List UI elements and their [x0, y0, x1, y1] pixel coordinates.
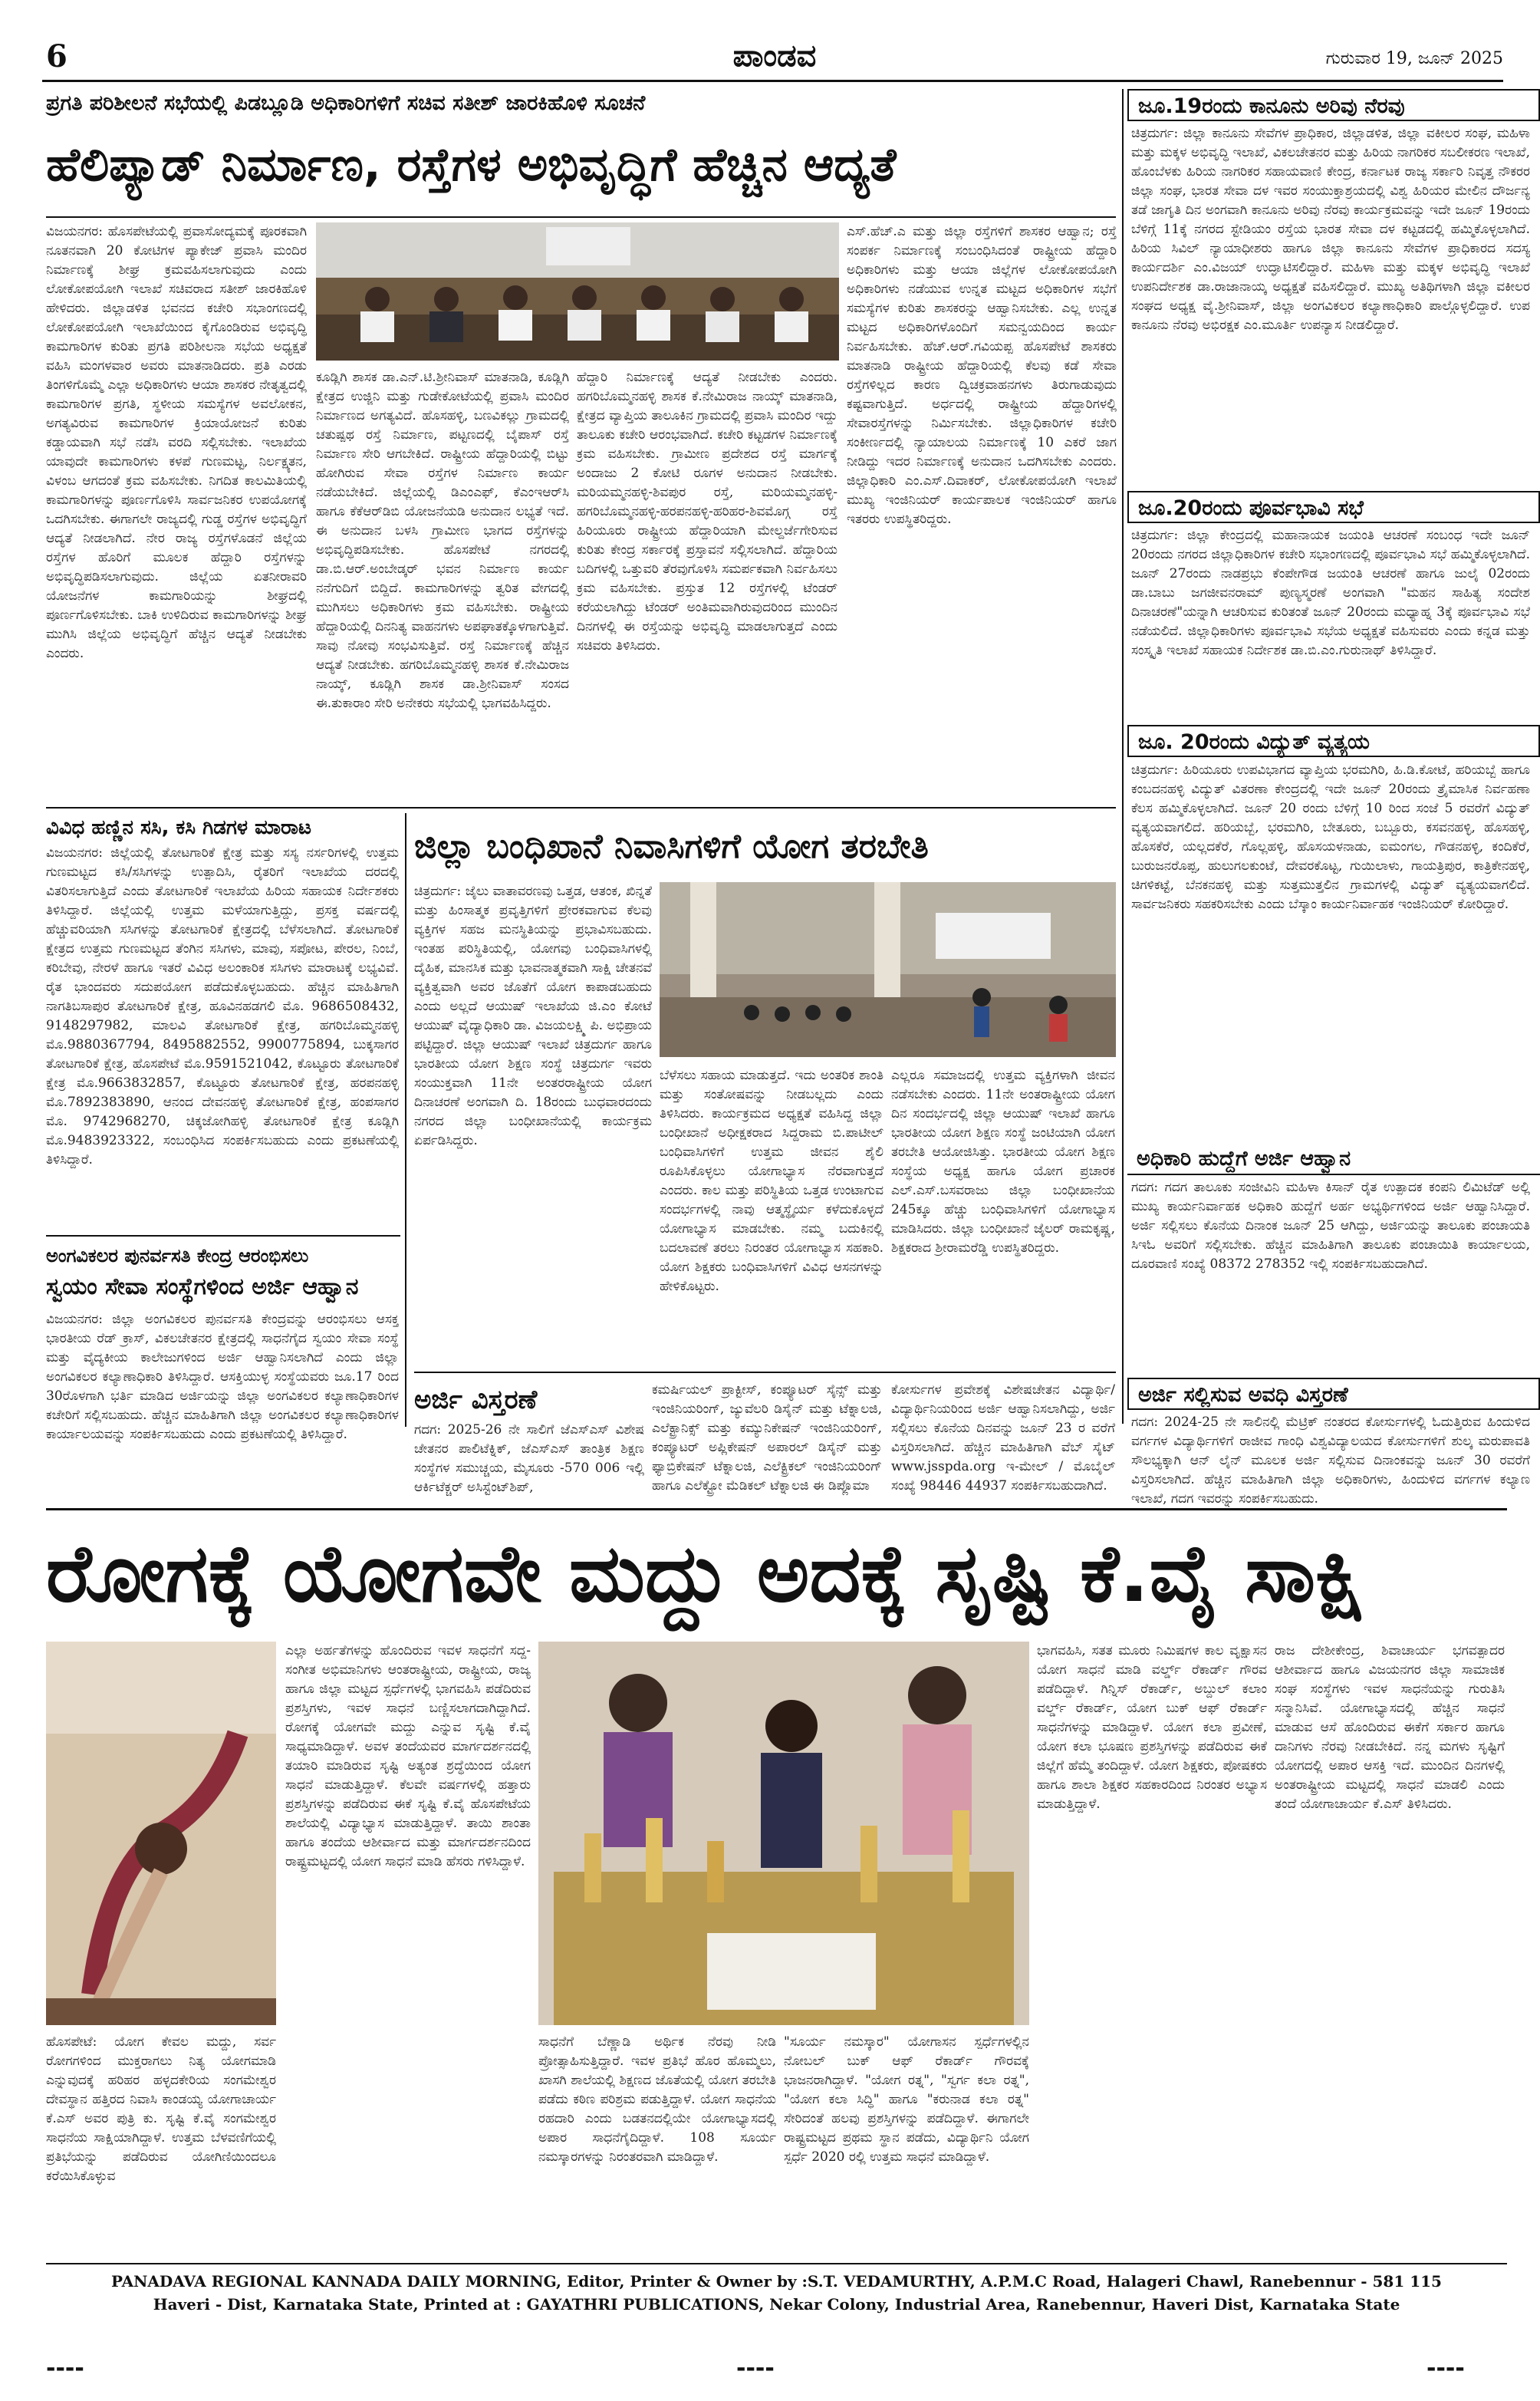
anganwadi-title-line-2: ಸ್ವಯಂ ಸೇವಾ ಸಂಸ್ಥೆಗಳಿಂದ ಅರ್ಜಿ ಆಹ್ವಾನ [46, 1273, 359, 1300]
poorva-meeting-title: ಜೂ.20ರಂದು ಪೂರ್ವಭಾವಿ ಸಭೆ [1127, 491, 1540, 523]
arji-col-1: ಗದಗ: 2025-26 ನೇ ಸಾಲಿಗೆ ಜೆಎಸ್‌ಎಸ್ ವಿಶೇಷ ಚೇತನರ ಪಾಲಿಟೆಕ್ನಿಕ್, ಜೆಎಸ್‌ಎಸ್ ತಾಂತ್ರಿಕ ಶಿಕ್ಷಣ ಸಂಸ್ಥೆಗಳ ಸಮುಚ್ಚಯ, ಮೈಸೂರು -570 006 ಇಲ್ಲಿ ಆರ್ಕಿಟೆಕ್ಚರ್ ಅಸಿಸ್ಟೆಂಟ್‌ಶಿಪ್, [414, 1422, 644, 1495]
footer-mark-center: ---- [736, 2355, 775, 2382]
meeting-photo-drawing [316, 222, 839, 361]
poorva-meeting-body: ಚಿತ್ರದುರ್ಗ: ಜಿಲ್ಲಾ ಕೇಂದ್ರದಲ್ಲಿ ಮಹಾನಾಯಕ ಜಯಂತಿ ಆಚರಣೆ ಸಂಬಂಧ ಇದೇ ಜೂನ್ 20ರಂದು ನಗರದ ಜಿಲ್ಲಾಧಿಕಾರಿಗಳ ಕಚೇರಿ ಸಭಾಂಗಣದಲ್ಲಿ ಪೂರ್ವಭಾವಿ ಸಭೆ ಹಮ್ಮಿಕೊಳ್ಳಲಾಗಿದೆ. ಜೂನ್ 27ರಂದು ನಾಡಪ್ರಭು ಕೆಂಪೇಗೌಡ ಜಯಂತಿ ಆಚರಣೆ ಹಾಗೂ ಜುಲೈ 02ರಂದು ಡಾ.ಬಾಬು ಜಗಜೀವನರಾಮ್ ಪುಣ್ಯಸ್ಮರಣೆ ಅಂಗವಾಗಿ "ಮಹನ ಸಾಹಿತ್ಯ ಸಂದೇಶ ದಿನಾಚರಣೆ"ಯನ್ನಾಗಿ ಆಚರಿಸುವ ಕುರಿತಂತೆ ಜೂನ್ 20ರಂದು ಮಧ್ಯಾಹ್ನ 3ಕ್ಕೆ ಪೂರ್ವಭಾವಿ ಸಭೆ ನಡೆಯಲಿದೆ. ಜಿಲ್ಲಾಧಿಕಾರಿಗಳು ಪೂರ್ವಭಾವಿ ಸಭೆಯ ಅಧ್ಯಕ್ಷತೆ ವಹಿಸುವರು ಎಂದು ಕನ್ನಡ ಮತ್ತು ಸಂಸ್ಕೃತಿ ಇಲಾಖೆ ಸಹಾಯಕ ನಿರ್ದೇಶಕ ಡಾ.ಬಿ.ಎಂ.ಗುರುನಾಥ್ ತಿಳಿಸಿದ್ದಾರೆ. [1131, 528, 1530, 658]
left-stack-divider [405, 813, 406, 1427]
deadline-extension-body: ಗದಗ: 2024-25 ನೇ ಸಾಲಿನಲ್ಲಿ ಮೆಟ್ರಿಕ್ ನಂತರದ ಕೋರ್ಸುಗಳಲ್ಲಿ ಓದುತ್ತಿರುವ ಹಿಂದುಳಿದ ವರ್ಗಗಳ ವಿದ್ಯಾರ್ಥಿಗಳಿಗೆ ರಾಜೀವ ಗಾಂಧಿ ವಿಶ್ವವಿದ್ಯಾಲಯದ ಕೋರ್ಸುಗಳಿಗೆ ಶುಲ್ಕ ಮರುಪಾವತಿ ಸೌಲಭ್ಯಕ್ಕಾಗಿ ಆನ್ ಲೈನ್ ಮೂಲಕ ಅರ್ಜಿ ಸಲ್ಲಿಸುವ ದಿನಾಂಕವನ್ನು ಜೂನ್ 30 ರವರೆಗೆ ವಿಸ್ತರಿಸಲಾಗಿದೆ. ಹೆಚ್ಚಿನ ಮಾಹಿತಿಗಾಗಿ ಜಿಲ್ಲಾ ಅಧಿಕಾರಿಗಳು, ಹಿಂದುಳಿದ ವರ್ಗಗಳ ಕಲ್ಯಾಣ ಇಲಾಖೆ, ಗದಗ ಇವರನ್ನು ಸಂಪರ್ಕಿಸಬಹುದು. [1131, 1415, 1530, 1507]
meeting-photo [316, 222, 839, 361]
lead-top-rule [46, 216, 1116, 218]
lead-headline: ಹೆಲಿಪ್ಯಾಡ್ ನಿರ್ಮಾಣ, ರಸ್ತೆಗಳ ಅಭಿವೃದ್ಧಿಗೆ ಹೆಚ್ಚಿನ ಆದ್ಯತೆ [46, 138, 897, 192]
footer-rule [46, 2263, 1507, 2264]
anganwadi-title-line-1: ಅಂಗವಿಕಲರ ಪುನರ್ವಸತಿ ಕೇಂದ್ರ ಆರಂಭಿಸಲು [46, 1245, 309, 1266]
lead-col-1: ವಿಜಯನಗರ: ಹೊಸಪೇಟೆಯಲ್ಲಿ ಪ್ರವಾಸೋದ್ಯಮಕ್ಕೆ ಪೂರಕವಾಗಿ ನೂತನವಾಗಿ 20 ಕೋಟಿಗಳ ಪ್ಯಾಕೇಜ್ ಪ್ರವಾಸಿ ಮಂದಿರ ನಿರ್ಮಾಣಕ್ಕೆ ಶೀಘ್ರ ಕ್ರಮವಹಿಸಲಾಗುವುದು ಎಂದು ಲೋಕೋಪಯೋಗಿ ಇಲಾಖೆ ಸಚಿವರಾದ ಸತೀಶ್ ಜಾರಕಿಹೊಳಿ ಹೇಳಿದರು. ಜಿಲ್ಲಾಡಳಿತ ಭವನದ ಕಚೇರಿ ಸಭಾಂಗಣದಲ್ಲಿ ಲೋಕೋಪಯೋಗಿ ಇಲಾಖೆಯಿಂದ ಕೈಗೊಂಡಿರುವ ಅಭಿವೃದ್ಧಿ ಕಾಮಗಾರಿಗಳ ಕುರಿತು ಪ್ರಗತಿ ಪರಿಶೀಲನಾ ಸಭೆಯ ಅಧ್ಯಕ್ಷತೆ ವಹಿಸಿ ಮಂಗಳವಾರ ಅವರು ಮಾತನಾಡಿದರು. ಪ್ರತಿ ಎರಡು ತಿಂಗಳಿಗೊಮ್ಮೆ ಎಲ್ಲಾ ಅಧಿಕಾರಿಗಳು ಆಯಾ ಶಾಸಕರ ನೇತೃತ್ವದಲ್ಲಿ ಕಾಮಗಾರಿಗಳ ಪ್ರಗತಿ, ಸ್ಥಳೀಯ ಸಮಸ್ಯೆಗಳ ಅವಲೋಕನ, ಅಗತ್ಯವಿರುವ ಕಾಮಗಾರಿಗಳ ಕ್ರಿಯಾಯೋಜನೆ ಕುರಿತು ಕಡ್ಡಾಯವಾಗಿ ಸಭೆ ನಡೆಸಿ ವರದಿ ಸಲ್ಲಿಸಬೇಕು. ಇಲಾಖೆಯ ಯಾವುದೇ ಕಾಮಗಾರಿಗಳು ಕಳಪೆ ಗುಣಮಟ್ಟ, ನಿರ್ಲಕ್ಷ್ಯತನ, ವಿಳಂಬ ಆಗದಂತೆ ಕ್ರಮ ವಹಿಸಬೇಕು. ನಿಗದಿತ ಕಾಲಮಿತಿಯಲ್ಲಿ ಕಾಮಗಾರಿಗಳನ್ನು ಪೂರ್ಣಗೊಳಿಸಿ ಸಾರ್ವಜನಿಕರ ಉಪಯೋಗಕ್ಕೆ ಒದಗಿಸಬೇಕು. ಈಗಾಗಲೇ ರಾಜ್ಯದಲ್ಲಿ ಗುಡ್ಡ ರಸ್ತೆಗಳ ಅಭಿವೃದ್ಧಿಗೆ ಆದ್ಯತೆ ನೀಡಲಾಗಿದೆ. ನೇರ ರಾಜ್ಯ ರಸ್ತೆಗಳೊಡನೆ ಜಿಲ್ಲೆಯ ರಸ್ತೆಗಳ ಹೊರಿಗೆ ಮೂಲಕ ಹೆದ್ದಾರಿ ರಸ್ತೆಗಳನ್ನು ಅಭಿವೃದ್ಧಿಪಡಿಸಲಾಗುವುದು. ಜಿಲ್ಲೆಯ ಏತನೀರಾವರಿ ಯೋಜನೆಗಳ ಕಾಮಗಾರಿಯನ್ನು ಶೀಘ್ರದಲ್ಲಿ ಪೂರ್ಣಗೊಳಿಸಬೇಕು. ಬಾಕಿ ಉಳಿದಿರುವ ಕಾಮಗಾರಿಗಳನ್ನು ಶೀಘ್ರ ಮುಗಿಸಿ ಜಿಲ್ಲೆಯ ಅಭಿವೃದ್ಧಿಗೆ ಹೆಚ್ಚಿನ ಆದ್ಯತೆ ನೀಡಬೇಕು ಎಂದರು. [46, 224, 307, 661]
lead-col-2: ಕೂಡ್ಲಿಗಿ ಶಾಸಕ ಡಾ.ಎನ್.ಟಿ.ಶ್ರೀನಿವಾಸ್ ಮಾತನಾಡಿ, ಕೂಡ್ಲಿಗಿ ಕ್ಷೇತ್ರದ ಉಜ್ಜಿನಿ ಮತ್ತು ಗುಡೇಕೋಟೆಯಲ್ಲಿ ಪ್ರವಾಸಿ ಮಂದಿರ ನಿರ್ಮಾಣದ ಅಗತ್ಯವಿದೆ. ಹೊಸಹಳ್ಳಿ, ಬಣವಿಕಲ್ಲು ಗ್ರಾಮದಲ್ಲಿ ಚತುಷ್ಪಥ ರಸ್ತೆ ನಿರ್ಮಾಣ, ಪಟ್ಟಣದಲ್ಲಿ ಬೈಪಾಸ್ ರಸ್ತೆ ನಿರ್ಮಾಣ ಸೇರಿ ಆಗಬೇಕಿದೆ. ರಾಷ್ಟ್ರೀಯ ಹೆದ್ದಾರಿಯಲ್ಲಿ ಬಿಟ್ಟು ಹೋಗಿರುವ ಸೇವಾ ರಸ್ತೆಗಳ ನಿರ್ಮಾಣ ಕಾರ್ಯ ನಡೆಯಬೇಕಿದೆ. ಜಿಲ್ಲೆಯಲ್ಲಿ ಡಿಎಂಎಫ್, ಕೆಎಂಇಆರ್‌ಸಿ ಹಾಗೂ ಕೆಕೆಆರ್‌ಡಿಬಿ ಯೋಜನೆಯಡಿ ಅನುದಾನ ಲಭ್ಯತೆ ಇದೆ. ಈ ಅನುದಾನ ಬಳಸಿ ಗ್ರಾಮೀಣ ಭಾಗದ ರಸ್ತೆಗಳನ್ನು ಅಭಿವೃದ್ಧಿಪಡಿಸಬೇಕು. ಹೊಸಪೇಟೆ ನಗರದಲ್ಲಿ ಡಾ.ಬಿ.ಆರ್.ಅಂಬೇಡ್ಕರ್ ಭವನ ನಿರ್ಮಾಣ ಕಾರ್ಯ ನನೆಗುದಿಗೆ ಬಿದ್ದಿದೆ. ಕಾಮಗಾರಿಗಳನ್ನು ತ್ವರಿತ ವೇಗದಲ್ಲಿ ಮುಗಿಸಲು ಅಧಿಕಾರಿಗಳು ಕ್ರಮ ವಹಿಸಬೇಕು. ರಾಷ್ಟ್ರೀಯ ಹೆದ್ದಾರಿಯಲ್ಲಿ ದಿನನಿತ್ಯ ವಾಹನಗಳು ಅಪಘಾತಕ್ಕೊಳಗಾಗುತ್ತಿವೆ. ಸಾವು ನೋವು ಸಂಭವಿಸುತ್ತಿವೆ. ರಸ್ತೆ ನಿರ್ಮಾಣಕ್ಕೆ ಹೆಚ್ಚಿನ ಆದ್ಯತೆ ನೀಡಬೇಕು. ಹಗರಿಬೊಮ್ಮನಹಳ್ಳಿ ಶಾಸಕ ಕೆ.ನೇಮಿರಾಜ ನಾಯ್ಕ್, ಕೂಡ್ಲಿಗಿ ಶಾಸಕ ಡಾ.ಶ್ರೀನಿವಾಸ್ ಸಂಸದ ಈ.ತುಕಾರಾಂ ಸೇರಿ ಅನೇಕರು ಸಭೆಯಲ್ಲಿ ಭಾಗವಹಿಸಿದ್ದರು. [316, 370, 569, 711]
lead-bottom-rule [46, 807, 1116, 809]
anganwadi-body: ವಿಜಯನಗರ: ಜಿಲ್ಲಾ ಅಂಗವಿಕಲರ ಪುನರ್ವಸತಿ ಕೇಂದ್ರವನ್ನು ಆರಂಭಿಸಲು ಆಸಕ್ತ ಭಾರತೀಯ ರೆಡ್ ಕ್ರಾಸ್, ವಿಕಲಚೇತನರ ಕ್ಷೇತ್ರದಲ್ಲಿ ಸಾಧನೆಗೈದ ಸ್ವಯಂ ಸೇವಾ ಸಂಸ್ಥೆ ಮತ್ತು ವೈದ್ಯಕೀಯ ಕಾಲೇಜುಗಳಿಂದ ಅರ್ಜಿ ಆಹ್ವಾನಿಸಲಾಗಿದೆ ಎಂದು ಜಿಲ್ಲಾ ಅಂಗವಿಕಲರ ಕಲ್ಯಾಣಾಧಿಕಾರಿ ತಿಳಿಸಿದ್ದಾರೆ. ಆಸಕ್ತಿಯುಳ್ಳ ಸಂಸ್ಥೆಯವರು ಜೂ.17 ರಿಂದ 30ರೊಳಗಾಗಿ ಭರ್ತಿ ಮಾಡಿದ ಅರ್ಜಿಯನ್ನು ಜಿಲ್ಲಾ ಅಂಗವಿಕಲರ ಕಲ್ಯಾಣಾಧಿಕಾರಿಗಳ ಕಚೇರಿಗೆ ಸಲ್ಲಿಸಬಹುದು. ಹೆಚ್ಚಿನ ಮಾಹಿತಿಗಾಗಿ ಜಿಲ್ಲಾ ಅಂಗವಿಕಲರ ಕಲ್ಯಾಣಾಧಿಕಾರಿಗಳ ಕಾರ್ಯಾಲಯವನ್ನು ಸಂಪರ್ಕಿಸಬಹುದು ಎಂದು ಪ್ರಕಟಣೆಯಲ್ಲಿ ತಿಳಿಸಿದ್ದಾರೆ. [46, 1312, 399, 1442]
paper-logo: ಪಾಂಡವ [732, 38, 817, 74]
arji-col-3: ಕೋರ್ಸುಗಳ ಪ್ರವೇಶಕ್ಕೆ ವಿಶೇಷಚೇತನ ವಿದ್ಯಾರ್ಥಿ/ ವಿದ್ಯಾರ್ಥಿನಿಯರಿಂದ ಅರ್ಜಿ ಆಹ್ವಾನಿಸಲಾಗಿದ್ದು, ಅರ್ಜಿ ಸಲ್ಲಿಸಲು ಕೊನೆಯ ದಿನವನ್ನು ಜೂನ್ 23 ರ ವರೆಗೆ ವಿಸ್ತರಿಸಲಾಗಿದೆ. ಹೆಚ್ಚಿನ ಮಾಹಿತಿಗಾಗಿ ವೆಬ್ ಸೈಟ್ www.jsspda.org ಇ-ಮೇಲ್ / ಮೊಬೈಲ್ ಸಂಖ್ಯೆ 98446 44937 ಸಂಪರ್ಕಿಸಬಹುದಾಗಿದೆ. [891, 1382, 1115, 1494]
jail-yoga-photo-drawing [660, 882, 1116, 1057]
power-cut-body: ಚಿತ್ರದುರ್ಗ: ಹಿರಿಯೂರು ಉಪವಿಭಾಗದ ವ್ಯಾಪ್ತಿಯ ಭರಮಗಿರಿ, ಹಿ.ಡಿ.ಕೋಟೆ, ಹರಿಯಬ್ಬೆ ಹಾಗೂ ಕಂಬದನಹಳ್ಳಿ ವಿದ್ಯುತ್ ವಿತರಣಾ ಕೇಂದ್ರದಲ್ಲಿ ಇದೇ ಜೂನ್ 20ರಂದು ತ್ರೈಮಾಸಿಕ ನಿರ್ವಹಣಾ ಕೆಲಸ ಹಮ್ಮಿಕೊಳ್ಳಲಾಗಿದೆ. ಜೂನ್ 20 ರಂದು ಬೆಳಿಗ್ಗೆ 10 ರಿಂದ ಸಂಜೆ 5 ರವರೆಗೆ ವಿದ್ಯುತ್ ವ್ಯತ್ಯಯವಾಗಲಿದೆ. ಹರಿಯಬ್ಬೆ, ಭರಮಗಿರಿ, ಬೇತೂರು, ಬಬ್ಬೂರು, ಕಸವನಹಳ್ಳಿ, ಹೊಸಹಳ್ಳಿ, ಹೊಸಕೆರೆ, ಯಲ್ಲದಕೆರೆ, ಗೊಲ್ಲಹಳ್ಳಿ, ಹೊಸಯಳನಾಡು, ಐಮಂಗಲ, ಗೌಡನಹಳ್ಳಿ, ಕಂದಿಕೆರೆ, ಬುರುಜನರೊಪ್ಪ, ಹುಲುಗಲಕುಂಟೆ, ದೇವರಕೊಟ್ಟ, ಗುಯಿಲಾಳು, ಗಾಯತ್ರಿಪುರ, ಕಾತ್ರಿಕೇನಹಳ್ಳಿ, ಚಿಗಳಿಕಟ್ಟೆ, ಬೆನಕನಹಳ್ಳಿ ಮತ್ತು ಸುತ್ತಮುತ್ತಲಿನ ಗ್ರಾಮಗಳಲ್ಲಿ ವಿದ್ಯುತ್ ವ್ಯತ್ಯಯವಾಗಲಿದೆ. ಸಾರ್ವಜನಿಕರು ಸಹಕರಿಸಬೇಕು ಎಂದು ಬೆಸ್ಕಾಂ ಕಾರ್ಯನಿರ್ವಾಹಕ ಇಂಜಿನಿಯರ್ ಕೋರಿದ್ದಾರೆ. [1131, 762, 1530, 912]
fruit-story-rule [46, 1235, 400, 1237]
page-number: 6 [46, 38, 67, 74]
fruit-story-body: ವಿಜಯನಗರ: ಜಿಲ್ಲೆಯಲ್ಲಿ ತೋಟಗಾರಿಕೆ ಕ್ಷೇತ್ರ ಮತ್ತು ಸಸ್ಯ ನರ್ಸರಿಗಳಲ್ಲಿ ಉತ್ತಮ ಗುಣಮಟ್ಟದ ಕಸಿ/ಸಸಿಗಳನ್ನು ಉತ್ಪಾದಿಸಿ, ರೈತರಿಗೆ ಇಲಾಖೆಯ ದರದಲ್ಲಿ ವಿತರಿಸಲಾಗುತ್ತಿದೆ ಎಂದು ತೋಟಗಾರಿಕೆ ಇಲಾಖೆಯ ಹಿರಿಯ ಸಹಾಯಕ ನಿರ್ದೇಶಕರು ತಿಳಿಸಿದ್ದಾರೆ. ಜಿಲ್ಲೆಯಲ್ಲಿ ಉತ್ತಮ ಮಳೆಯಾಗುತ್ತಿದ್ದು, ಪ್ರಸಕ್ತ ವರ್ಷದಲ್ಲಿ ಹೆಚ್ಚುವರಿಯಾಗಿ ಸಸಿಗಳನ್ನು ತೋಟಗಾರಿಕೆ ಕ್ಷೇತ್ರದಲ್ಲಿ ಬೆಳೆಸಲಾಗಿದೆ. ತೋಟಗಾರಿಕೆ ಕ್ಷೇತ್ರದ ಉತ್ತಮ ಗುಣಮಟ್ಟದ ತೆಂಗಿನ ಸಸಿಗಳು, ಮಾವು, ಸಪೋಟ, ಪೇರಲ, ನಿಂಬೆ, ಕರಿಬೇವು, ನೇರಳೆ ಹಾಗೂ ಇತರೆ ವಿವಿಧ ಅಲಂಕಾರಿಕ ಸಸಿಗಳು ಮಾರಾಟಕ್ಕೆ ಲಭ್ಯವಿವೆ. ರೈತ ಭಾಂದವರು ಸದುಪಯೋಗ ಪಡೆದುಕೊಳ್ಳಬಹುದು. ಹೆಚ್ಚಿನ ಮಾಹಿತಿಗಾಗಿ ನಾಗತಿಬಸಾಪುರ ತೋಟಗಾರಿಕೆ ಕ್ಷೇತ್ರ, ಹೂವಿನಹಡಗಲಿ ಮೊ. 9686508432, 9148297982, ಮಾಲವಿ ತೋಟಗಾರಿಕೆ ಕ್ಷೇತ್ರ, ಹಗರಿಬೊಮ್ಮನಹಳ್ಳಿ ಮೊ.9880367794, 8495882552, 9900775894, ಬುಕ್ಕಸಾಗರ ತೋಟಗಾರಿಕೆ ಕ್ಷೇತ್ರ, ಹೊಸಪೇಟೆ ಮೊ.9591521042, ಕೊಟ್ಟೂರು ತೋಟಗಾರಿಕೆ ಕ್ಷೇತ್ರ ಮೊ.9663832857, ಕೊಟ್ಟೂರು ತೋಟಗಾರಿಕೆ ಕ್ಷೇತ್ರ, ಹರಪನಹಳ್ಳಿ ಮೊ.7892383890, ಆನಂದ ದೇವನಹಳ್ಳಿ ತೋಟಗಾರಿಕೆ ಕ್ಷೇತ್ರ, ಹಂಪಸಾಗರ ಮೊ. 9742968270, ಚಿಕ್ಕಜೋಗಿಹಳ್ಳಿ ತೋಟಗಾರಿಕೆ ಕ್ಷೇತ್ರ ಕೂಡ್ಲಿಗಿ ಮೊ.9483923322, ಸಂಬಂಧಿಸಿದ ಸಂಪರ್ಕಿಸಬಹುದು ಎಂದು ಪ್ರಕಟಣೆಯಲ್ಲಿ ತಿಳಿಸಿದ್ದಾರೆ. [46, 845, 399, 1168]
yoga-col-2: ಎಲ್ಲಾ ಅರ್ಹತೆಗಳನ್ನು ಹೊಂದಿರುವ ಇವಳ ಸಾಧನೆಗೆ ಸದ್ದ-ಸಂಗೀತ ಅಭಿಮಾನಿಗಳು ಆಂತರಾಷ್ಟ್ರೀಯ, ರಾಷ್ಟ್ರೀಯ, ರಾಜ್ಯ ಹಾಗೂ ಜಿಲ್ಲಾ ಮಟ್ಟದ ಸ್ಪರ್ಧೆಗಳಲ್ಲಿ ಭಾಗವಹಿಸಿ ಪಡೆದಿರುವ ಪ್ರಶಸ್ತಿಗಳು, ಇವಳ ಸಾಧನೆ ಬಣ್ಣಿಸಲಾಗದಾಗಿದ್ದಾಗಿದೆ. ರೋಗಕ್ಕೆ ಯೋಗವೇ ಮದ್ದು ಎನ್ನುವ ಸೃಷ್ಟಿ ಕೆ.ವೈ ಸಾಧ್ಯಮಾಡಿದ್ದಾಳೆ. ಅವಳ ತಂದೆಯವರ ಮಾರ್ಗದರ್ಶನದಲ್ಲಿ ತಯಾರಿ ಮಾಡಿರುವ ಸೃಷ್ಟಿ ಅತ್ಯಂತ ಶ್ರದ್ಧೆಯಿಂದ ಯೋಗ ಸಾಧನೆ ಮಾಡುತ್ತಿದ್ದಾಳೆ. ಕೆಲವೇ ವರ್ಷಗಳಲ್ಲಿ ಹತ್ತಾರು ಪ್ರಶಸ್ತಿಗಳನ್ನು ಪಡೆದಿರುವ ಈಕೆ ಸೃಷ್ಟಿ ಕೆ.ವೈ ಹೊಸಪೇಟೆಯ ಶಾಲೆಯಲ್ಲಿ ವಿದ್ಯಾಭ್ಯಾಸ ಮಾಡುತ್ತಿದ್ದಾಳೆ. ತಾಯಿ ಶಾಂತಾ ಹಾಗೂ ತಂದೆಯ ಆಶೀರ್ವಾದ ಮತ್ತು ಮಾರ್ಗದರ್ಶನದಿಂದ ರಾಷ್ಟ್ರಮಟ್ಟದಲ್ಲಿ ಯೋಗ ಸಾಧನೆ ಮಾಡಿ ಹೆಸರು ಗಳಿಸಿದ್ದಾಳೆ. [285, 1643, 531, 1869]
yoga-photo-caption: ಹೊಸಪೇಟೆ: ಯೋಗ ಕೇವಲ ಮದ್ದು, ಸರ್ವ ರೋಗಗಳಿಂದ ಮುಕ್ತರಾಗಲು ನಿತ್ಯ ಯೋಗಮಾಡಿ ಎನ್ನುವುದಕ್ಕೆ ಹರಿಹರ ಹಳ್ಳದಕೇರಿಯ ಸಂಗಮೇಶ್ವರ ದೇವಸ್ಥಾನ ಹತ್ತಿರದ ನಿವಾಸಿ ಕಾಂಡಯ್ಯ ಯೋಗಾಚಾರ್ಯ ಕೆ.ಎಸ್ ಅವರ ಪುತ್ರಿ ಕು. ಸೃಷ್ಟಿ ಕೆ.ವೈ ಸಂಗಮೇಶ್ವರ ಸಾಧನೆಯ ಸಾಕ್ಷಿಯಾಗಿದ್ದಾಳೆ. ಉತ್ತಮ ಬೆಳವಣಿಗೆಯಲ್ಲಿ ಪ್ರತಿಭೆಯನ್ನು ಪಡೆದಿರುವ ಯೋಗಿಣಿಯಿಂದಲೂ ಕರೆಯಿಸಿಕೊಳ್ಳುವ [46, 2034, 276, 2184]
deadline-extension-title: ಅರ್ಜಿ ಸಲ್ಲಿಸುವ ಅವಧಿ ವಿಸ್ತರಣೆ [1127, 1378, 1540, 1410]
officer-post-title: ಅಧಿಕಾರಿ ಹುದ್ದೆಗೆ ಅರ್ಜಿ ಆಹ್ವಾನ [1127, 1143, 1540, 1175]
legal-aid-title: ಜೂ.19ರಂದು ಕಾನೂನು ಅರಿವು ನೆರವು [1127, 89, 1540, 121]
arji-vistarane-title: ಅರ್ಜಿ ವಿಸ್ತರಣೆ [414, 1385, 538, 1415]
yoga-trophies-photo-drawing [538, 1642, 1029, 2025]
jail-story-title: ಜಿಲ್ಲಾ ಬಂಧಿಖಾನೆ ನಿವಾಸಿಗಳಿಗೆ ಯೋಗ ತರಬೇತಿ [414, 827, 929, 866]
yoga-col-3: ಸಾಧನೆಗೆ ಬೆಣ್ಣಾಡಿ ಅರ್ಥಿಕ ನೆರವು ನೀಡಿ ಪ್ರೋತ್ಸಾಹಿಸುತ್ತಿದ್ದಾರೆ. ಇವಳ ಪ್ರತಿಭೆ ಹೊರ ಹೊಮ್ಮಲು, ಖಾಸಗಿ ಶಾಲೆಯಲ್ಲಿ ಶಿಕ್ಷಣದ ಜೊತೆಯಲ್ಲಿ ಯೋಗ ತರಬೇತಿ ಪಡೆದು ಕಠಿಣ ಪರಿಶ್ರಮ ಪಡುತ್ತಿದ್ದಾಳೆ. ಯೋಗ ಸಾಧನೆಯ ರಹದಾರಿ ಎಂದು ಬಡತನದಲ್ಲಿಯೇ ಯೋಗಾಭ್ಯಾಸದಲ್ಲಿ ಅಪಾರ ಸಾಧನೆಗೈದಿದ್ದಾಳೆ. 108 ಸೂರ್ಯ ನಮಸ್ಕಾರಗಳನ್ನು ನಿರಂತರವಾಗಿ ಮಾಡಿದ್ದಾಳೆ. [538, 2034, 776, 2165]
lead-kicker: ಪ್ರಗತಿ ಪರಿಶೀಲನೆ ಸಭೆಯಲ್ಲಿ ಪಿಡಬ್ಲೂಡಿ ಅಧಿಕಾರಿಗಳಿಗೆ ಸಚಿವ ಸತೀಶ್ ಜಾರಕಿಹೊಳಿ ಸೂಚನೆ [46, 91, 646, 115]
masthead-rule [42, 80, 1503, 82]
legal-aid-body: ಚಿತ್ರದುರ್ಗ: ಜಿಲ್ಲಾ ಕಾನೂನು ಸೇವೆಗಳ ಪ್ರಾಧಿಕಾರ, ಜಿಲ್ಲಾಡಳಿತ, ಜಿಲ್ಲಾ ವಕೀಲರ ಸಂಘ, ಮಹಿಳಾ ಮತ್ತು ಮಕ್ಕಳ ಅಭಿವೃದ್ಧಿ ಇಲಾಖೆ, ವಿಕಲಚೇತನರ ಮತ್ತು ಹಿರಿಯ ನಾಗರಿಕರ ಸಬಲೀಕರಣ ಇಲಾಖೆ, ಹೊಂಬೆಳಕು ಹಿರಿಯ ನಾಗರಿಕರ ಸಹಾಯವಾಣಿ ಕೇಂದ್ರ, ಕರ್ನಾಟಕ ರಾಜ್ಯ ಸರ್ಕಾರಿ ನಿವೃತ್ತ ನೌಕರರ ಜಿಲ್ಲಾ ಸಂಘ, ಭಾರತ ಸೇವಾ ದಳ ಇವರ ಸಂಯುಕ್ತಾಶ್ರಯದಲ್ಲಿ ವಿಶ್ವ ಹಿರಿಯರ ಮೇಲಿನ ದೌರ್ಜನ್ಯ ತಡೆ ಜಾಗೃತಿ ದಿನ ಅಂಗವಾಗಿ ಕಾನೂನು ಅರಿವು ನೆರವು ಕಾರ್ಯಕ್ರಮವನ್ನು ಇದೇ ಜೂನ್ 19ರಂದು ಬೆಳಿಗ್ಗೆ 11ಕ್ಕೆ ನಗರದ ಸ್ಟೇಡಿಯಂ ರಸ್ತೆಯ ಭಾರತ ಸೇವಾ ದಳ ಕಟ್ಟಡದಲ್ಲಿ ಹಮ್ಮಿಕೊಳ್ಳಲಾಗಿದೆ. ಹಿರಿಯ ಸಿವಿಲ್ ನ್ಯಾಯಾಧೀಶರು ಹಾಗೂ ಜಿಲ್ಲಾ ಕಾನೂನು ಸೇವೆಗಳ ಪ್ರಾಧಿಕಾರದ ಸದಸ್ಯ ಕಾರ್ಯದರ್ಶಿ ಎಂ.ವಿಜಯ್ ಉದ್ಘಾಟಿಸಲಿದ್ದಾರೆ. ಮಹಿಳಾ ಮತ್ತು ಮಕ್ಕಳ ಅಭಿವೃದ್ಧಿ ಇಲಾಖೆ ಉಪನಿರ್ದೇಶಕ ಡಾ.ರಾಜಾನಾಯ್ಕ ಅಧ್ಯಕ್ಷತೆ ವಹಿಸಲಿದ್ದಾರೆ. ಮುಖ್ಯ ಅತಿಥಿಗಳಾಗಿ ಜಿಲ್ಲಾ ವಕೀಲರ ಸಂಘದ ಅಧ್ಯಕ್ಷ ವೈ.ಶ್ರೀನಿವಾಸ್, ಜಿಲ್ಲಾ ಅಂಗವಿಕಲರ ಕಲ್ಯಾಣಾಧಿಕಾರಿ ಪಾಲ್ಗೊಳ್ಳಲಿದ್ದಾರೆ. ಉಪ ಕಾನೂನು ನೆರವು ಅಭಿರಕ್ಷಕ ಎಂ.ಮೂರ್ತಿ ಉಪನ್ಯಾಸ ನೀಡಲಿದ್ದಾರೆ. [1131, 126, 1530, 333]
footer-mark-left: ---- [46, 2355, 84, 2382]
power-cut-title: ಜೂ. 20ರಂದು ವಿದ್ಯುತ್ ವ್ಯತ್ಯಯ [1127, 725, 1540, 757]
jail-col-1: ಚಿತ್ರದುರ್ಗ: ಜೈಲು ವಾತಾವರಣವು ಒತ್ತಡ, ಆತಂಕ, ಖಿನ್ನತೆ ಮತ್ತು ಹಿಂಸಾತ್ಮಕ ಪ್ರವೃತ್ತಿಗಳಿಗೆ ಪ್ರೇರಕವಾಗುವ ಕೆಲವು ವ್ಯಕ್ತಿಗಳ ಸಹಜ ಮನಸ್ಥಿತಿಯನ್ನು ಪ್ರಭಾವಿಸಬಹುದು. ಇಂತಹ ಪರಿಸ್ಥಿತಿಯಲ್ಲಿ, ಯೋಗವು ಬಂಧಿವಾಸಿಗಳಲ್ಲಿ ದೈಹಿಕ, ಮಾನಸಿಕ ಮತ್ತು ಭಾವನಾತ್ಮಕವಾಗಿ ಸಾಕ್ಷಿ ಚೇತನವೆ ವ್ಯಕ್ತಿತ್ವವಾಗಿ ಅವರ ಜೊತೆಗೆ ಯೋಗ ಕಾಪಾಡಬಹುದು ಎಂದು ಅಲ್ಲದೆ ಆಯುಷ್ ಇಲಾಖೆಯ ಜಿ.ಎಂ ಕೋಟೆ ಆಯುಷ್ ವೈದ್ಯಾಧಿಕಾರಿ ಡಾ. ವಿಜಯಲಕ್ಷ್ಮಿ ಪಿ. ಅಭಿಪ್ರಾಯ ಪಟ್ಟಿದ್ದಾರೆ. ಜಿಲ್ಲಾ ಆಯುಷ್ ಇಲಾಖೆ ಚಿತ್ರದುರ್ಗ ಹಾಗೂ ಭಾರತೀಯ ಯೋಗ ಶಿಕ್ಷಣ ಸಂಸ್ಥೆ ಚಿತ್ರದುರ್ಗ ಇವರು ಸಂಯುಕ್ತವಾಗಿ 11ನೇ ಅಂತರರಾಷ್ಟ್ರೀಯ ಯೋಗ ದಿನಾಚರಣೆ ಅಂಗವಾಗಿ ದಿ. 18ರಂದು ಬುಧವಾರದಂದು ನಗರದ ಜಿಲ್ಲಾ ಬಂಧೀಖಾನೆಯಲ್ಲಿ ಕಾರ್ಯಕ್ರಮ ಏರ್ಪಡಿಸಿದ್ದರು. [414, 884, 652, 1148]
yoga-pose-photo-drawing [46, 1642, 276, 2025]
officer-post-body: ಗದಗ: ಗದಗ ತಾಲೂಕು ಸಂಜೀವಿನಿ ಮಹಿಳಾ ಕಿಸಾನ್ ರೈತ ಉತ್ಪಾದಕ ಕಂಪನಿ ಲಿಮಿಟೆಡ್ ಅಲ್ಲಿ ಮುಖ್ಯ ಕಾರ್ಯನಿರ್ವಾಹಕ ಅಧಿಕಾರಿ ಹುದ್ದೆಗೆ ಅರ್ಹ ಅಭ್ಯರ್ಥಿಗಳಿಂದ ಅರ್ಜಿ ಆಹ್ವಾನಿಸಿದ್ದಾರೆ. ಅರ್ಜಿ ಸಲ್ಲಿಸಲು ಕೊನೆಯ ದಿನಾಂಕ ಜೂನ್ 25 ಆಗಿದ್ದು, ಅರ್ಜಿಯನ್ನು ತಾಲೂಕು ಪಂಚಾಯತಿ ಸಿಇಓ ಅವರಿಗೆ ಸಲ್ಲಿಸಬೇಕು. ಹೆಚ್ಚಿನ ಮಾಹಿತಿಗಾಗಿ ತಾಲೂಕು ಪಂಚಾಯಿತಿ ಕಾರ್ಯಾಲಯ, ದೂರವಾಣಿ ಸಂಖ್ಯೆ 08372 278352 ಇಲ್ಲಿ ಸಂಪರ್ಕಿಸಬಹುದಾಗಿದೆ. [1131, 1180, 1530, 1272]
footer-imprint-line-2: Haveri - Dist, Karnataka State, Printed at : GAYATHRI PUBLICATIONS, Nekar Colony, Industrial Area, Ranebennur, Haveri Dist, Karnataka State [153, 2295, 1400, 2314]
issue-date: ಗುರುವಾರ 19, ಜೂನ್ 2025 [1325, 49, 1503, 68]
lead-col-3: ಹೆದ್ದಾರಿ ನಿರ್ಮಾಣಕ್ಕೆ ಆದ್ಯತೆ ನೀಡಬೇಕು ಎಂದರು. ಹಗರಿಬೊಮ್ಮನಹಳ್ಳಿ ಶಾಸಕ ಕೆ.ನೇಮಿರಾಜ ನಾಯ್ಕ್ ಮಾತನಾಡಿ, ಕ್ಷೇತ್ರದ ವ್ಯಾಪ್ತಿಯ ತಾಲೂಕಿನ ಗ್ರಾಮದಲ್ಲಿ ಪ್ರವಾಸಿ ಮಂದಿರ ಇದ್ದು ತಾಲೂಕು ಕಚೇರಿ ಆರಂಭವಾಗಿದೆ. ಕಚೇರಿ ಕಟ್ಟಡಗಳ ನಿರ್ಮಾಣಕ್ಕೆ ಕ್ರಮ ವಹಿಸಬೇಕು. ಗ್ರಾಮೀಣ ಪ್ರದೇಶದ ರಸ್ತೆ ಮಾರ್ಗಕ್ಕೆ ಅಂದಾಜು 2 ಕೋಟಿ ರೂಗಳ ಅನುದಾನ ನೀಡಬೇಕು. ಮರಿಯಮ್ಮನಹಳ್ಳಿ-ಶಿವಪುರ ರಸ್ತೆ, ಮರಿಯಮ್ಮನಹಳ್ಳಿ-ಹಗರಿಬೊಮ್ಮನಹಳ್ಳಿ-ಹರಪನಹಳ್ಳಿ-ಹರಿಹರ-ಶಿವಮೊಗ್ಗ ರಸ್ತೆ ಹಿರಿಯೂರು ರಾಷ್ಟ್ರೀಯ ಹೆದ್ದಾರಿಯಾಗಿ ಮೇಲ್ದರ್ಜೆಗೇರಿಸುವ ಕುರಿತು ಕೇಂದ್ರ ಸರ್ಕಾರಕ್ಕೆ ಪ್ರಸ್ತಾವನೆ ಸಲ್ಲಿಸಲಾಗಿದೆ. ಹೆದ್ದಾರಿಯ ಬದಿಗಳಲ್ಲಿ ಒತ್ತುವರಿ ತೆರವುಗೊಳಿಸಿ ಸಮರ್ಪಕವಾಗಿ ನಿರ್ವಹಿಸಲು ಕ್ರಮ ವಹಿಸಬೇಕು. ಪ್ರಸ್ತುತ 12 ರಸ್ತೆಗಳಲ್ಲಿ ಟೆಂಡರ್ ಕರೆಯಲಾಗಿದ್ದು ಟೆಂಡರ್ ಅಂತಿಮವಾಗಿರುವುದರಿಂದ ಮುಂದಿನ ದಿನಗಳಲ್ಲಿ ಈ ರಸ್ತೆಯನ್ನು ಅಭಿವೃದ್ಧಿ ಮಾಡಲಾಗುತ್ತದೆ ಎಂದು ಸಚಿವರು ತಿಳಿಸಿದರು. [577, 370, 837, 654]
yoga-trophies-photo [538, 1642, 1029, 2025]
yoga-pose-photo [46, 1642, 276, 2025]
jail-bottom-rule [414, 1372, 1116, 1373]
arji-col-2: ಕಮರ್ಷಿಯಲ್ ಪ್ರಾಕ್ಟೀಸ್, ಕಂಪ್ಯೂಟರ್ ಸೈನ್ಸ್ ಮತ್ತು ಇಂಜಿನಿಯರಿಂಗ್, ಜ್ಯುವೆಲರಿ ಡಿಸೈನ್ ಮತ್ತು ಟೆಕ್ನಾಲಜಿ, ಎಲೆಕ್ಟ್ರಾನಿಕ್ಸ್ ಮತ್ತು ಕಮ್ಯುನಿಕೇಷನ್ ಇಂಜಿನಿಯರಿಂಗ್, ಕಂಪ್ಯೂಟರ್ ಅಪ್ಲಿಕೇಷನ್ ಅಪಾರಲ್ ಡಿಸೈನ್ ಮತ್ತು ಫ್ಯಾಬ್ರಿಕೇಷನ್ ಟೆಕ್ನಾಲಜಿ, ಎಲೆಕ್ಟ್ರಿಕಲ್ ಇಂಜಿನಿಯರಿಂಗ್ ಹಾಗೂ ಎಲೆಕ್ಟ್ರೋ ಮೆಡಿಕಲ್ ಟೆಕ್ನಾಲಜಿ ಈ ಡಿಪ್ಲೊಮಾ [652, 1382, 882, 1494]
yoga-col-5: ಭಾಗವಹಿಸಿ, ಸತತ ಮೂರು ನಿಮಿಷಗಳ ಕಾಲ ವೃಕ್ಷಾಸನ ಯೋಗ ಸಾಧನೆ ಮಾಡಿ ವರ್ಲ್ಡ್ ರೆಕಾರ್ಡ್ ಗೌರವ ಪಡೆದಿದ್ದಾಳೆ. ಗಿನ್ನಿಸ್ ರೆಕಾರ್ಡ್, ಅಬ್ದುಲ್ ಕಲಾಂ ವರ್ಲ್ಡ್ ರೆಕಾರ್ಡ್, ಯೋಗ ಬುಕ್ ಆಫ್ ರೆಕಾರ್ಡ್ ಸಾಧನೆಗಳನ್ನು ಮಾಡಿದ್ದಾಳೆ. ಯೋಗ ಕಲಾ ಪ್ರವೀಣೆ, ಯೋಗ ಕಲಾ ಭೂಷಣ ಪ್ರಶಸ್ತಿಗಳನ್ನು ಪಡೆದಿರುವ ಈಕೆ ಜಿಲ್ಲೆಗೆ ಹೆಮ್ಮೆ ತಂದಿದ್ದಾಳೆ. ಯೋಗ ಶಿಕ್ಷಕರು, ಪೋಷಕರು ಹಾಗೂ ಶಾಲಾ ಶಿಕ್ಷಕರ ಸಹಕಾರದಿಂದ ನಿರಂತರ ಅಭ್ಯಾಸ ಮಾಡುತ್ತಿದ್ದಾಳೆ. [1037, 1643, 1267, 1812]
lead-col-4: ಎಸ್.ಹೆಚ್.ಎ ಮತ್ತು ಜಿಲ್ಲಾ ರಸ್ತೆಗಳಿಗೆ ಶಾಸಕರ ಆಹ್ವಾನ; ರಸ್ತೆ ಸಂಪರ್ಕ ನಿರ್ಮಾಣಕ್ಕೆ ಸಂಬಂಧಿಸಿದಂತೆ ರಾಷ್ಟ್ರೀಯ ಹೆದ್ದಾರಿ ಅಧಿಕಾರಿಗಳು ಮತ್ತು ಆಯಾ ಜಿಲ್ಲೆಗಳ ಲೋಕೋಪಯೋಗಿ ಅಧಿಕಾರಿಗಳು ನಡೆಯುವ ಉನ್ನತ ಮಟ್ಟದ ಅಧಿಕಾರಿಗಳ ಸಭೆಗೆ ಸಮಸ್ಯೆಗಳ ಕುರಿತು ಶಾಸಕರನ್ನು ಆಹ್ವಾನಿಸಬೇಕು. ಎಲ್ಲ ಉನ್ನತ ಮಟ್ಟದ ಅಧಿಕಾರಿಗಳೊಂದಿಗೆ ಸಮನ್ವಯದಿಂದ ಕಾರ್ಯ ನಿರ್ವಹಿಸಬೇಕು. ಹೆಚ್.ಆರ್.ಗವಿಯಪ್ಪ ಹೊಸಪೇಟೆ ಶಾಸಕರು ಮಾತನಾಡಿ ರಾಷ್ಟ್ರೀಯ ಹೆದ್ದಾರಿಯಲ್ಲಿ ಕೆಲವು ಕಡೆ ಸೇವಾ ರಸ್ತೆಗಳಿಲ್ಲದ ಕಾರಣ ದ್ವಿಚಕ್ರವಾಹನಗಳು ತಿರುಗಾಡುವುದು ಕಷ್ಟವಾಗುತ್ತಿದೆ. ಅರ್ಧದಲ್ಲಿ ರಾಷ್ಟ್ರೀಯ ಹೆದ್ದಾರಿಗಳಲ್ಲಿ ಸೇವಾರಸ್ತೆಗಳನ್ನು ನಿರ್ಮಿಸಬೇಕು. ಜಿಲ್ಲಾಧಿಕಾರಿಗಳ ಕಚೇರಿ ಸಂಕೀರ್ಣದಲ್ಲಿ ನ್ಯಾಯಾಲಯ ನಿರ್ಮಾಣಕ್ಕೆ 10 ಎಕರೆ ಜಾಗ ನೀಡಿದ್ದು ಇದರ ನಿರ್ಮಾಣಕ್ಕೆ ಅನುದಾನ ಒದಗಿಸಬೇಕು ಎಂದರು. ಜಿಲ್ಲಾಧಿಕಾರಿ ಎಂ.ಎಸ್.ದಿವಾಕರ್, ಲೋಕೋಪಯೋಗಿ ಇಲಾಖೆ ಮುಖ್ಯ ಇಂಜಿನಿಯರ್ ಕಾರ್ಯಪಾಲಕ ಇಂಜಿನಿಯರ್ ಹಾಗೂ ಇತರರು ಉಪಸ್ಥಿತರಿದ್ದರು. [847, 224, 1117, 527]
jail-col-2: ಬೆಳೆಸಲು ಸಹಾಯ ಮಾಡುತ್ತದೆ. ಇದು ಅಂತರಿಕ ಶಾಂತಿ ಮತ್ತು ಸಂತೋಷವನ್ನು ನೀಡಬಲ್ಲದು ಎಂದು ತಿಳಿಸಿದರು. ಕಾರ್ಯಕ್ರಮದ ಅಧ್ಯಕ್ಷತೆ ವಹಿಸಿದ್ದ ಜಿಲ್ಲಾ ಬಂಧೀಖಾನೆ ಅಧೀಕ್ಷಕರಾದ ಸಿದ್ದರಾಮ ಬಿ.ಪಾಟೀಲ್ ಬಂಧಿವಾಸಿಗಳಿಗೆ ಉತ್ತಮ ಜೀವನ ಶೈಲಿ ರೂಪಿಸಿಕೊಳ್ಳಲು ಯೋಗಾಭ್ಯಾಸ ನೆರವಾಗುತ್ತದೆ ಎಂದರು. ಕಾಲ ಮತ್ತು ಪರಿಸ್ಥಿತಿಯ ಒತ್ತಡ ಉಂಟಾಗುವ ಸಂದರ್ಭಗಳಲ್ಲಿ ನಾವು ಆತ್ಮಸ್ಥೈರ್ಯ ಕಳೆದುಕೊಳ್ಳದೆ ಯೋಗಾಭ್ಯಾಸ ಮಾಡಬೇಕು. ನಮ್ಮ ಬದುಕಿನಲ್ಲಿ ಬದಲಾವಣೆ ತರಲು ನಿರಂತರ ಯೋಗಾಭ್ಯಾಸ ಸಹಕಾರಿ. ಯೋಗ ಶಿಕ್ಷಕರು ಬಂಧಿವಾಸಿಗಳಿಗೆ ವಿವಿಧ ಆಸನಗಳನ್ನು ಹೇಳಿಕೊಟ್ಟರು. [660, 1068, 884, 1294]
right-column-divider [1122, 89, 1124, 1424]
yoga-feature-headline: ರೋಗಕ್ಕೆ ಯೋಗವೇ ಮದ್ದು ಅದಕ್ಕೆ ಸೃಷ್ಟಿ ಕೆ.ವೈ ಸಾಕ್ಷಿ [46, 1527, 1365, 1620]
footer-imprint-line-1: PANADAVA REGIONAL KANNADA DAILY MORNING, Editor, Printer & Owner by :S.T. VEDAMURTHY, A.P.M.C Road, Halageri Chawl, Ranebennur - 581 115 [111, 2272, 1442, 2291]
yoga-col-4: "ಸೂರ್ಯ ನಮಸ್ಕಾರ" ಯೋಗಾಸನ ಸ್ಪರ್ಧೆಗಳಲ್ಲಿನ ನೋಬಲ್ ಬುಕ್ ಆಫ್ ರೆಕಾರ್ಡ್ ಗೌರವಕ್ಕೆ ಭಾಜನರಾಗಿದ್ದಾಳೆ. "ಯೋಗ ರತ್ನ", "ಸ್ವರ್ಗ ಕಲಾ ರತ್ನ", "ಯೋಗ ಕಲಾ ಸಿದ್ಧಿ" ಹಾಗೂ "ಕರುನಾಡ ಕಲಾ ರತ್ನ" ಸೇರಿದಂತೆ ಹಲವು ಪ್ರಶಸ್ತಿಗಳನ್ನು ಪಡೆದಿದ್ದಾಳೆ. ಈಗಾಗಲೇ ರಾಷ್ಟ್ರಮಟ್ಟದ ಪ್ರಥಮ ಸ್ಥಾನ ಪಡೆದು, ವಿದ್ಯಾರ್ಥಿನಿ ಯೋಗ ಸ್ಪರ್ಧೆ 2020 ರಲ್ಲಿ ಉತ್ತಮ ಸಾಧನೆ ಮಾಡಿದ್ದಾಳೆ. [784, 2034, 1029, 2165]
yoga-col-6: ರಾಜ ದೇಶೀಕೇಂದ್ರ, ಶಿವಾಚಾರ್ಯ ಭಗವತ್ಪಾದರ ಆಶೀರ್ವಾದ ಹಾಗೂ ವಿಜಯನಗರ ಜಿಲ್ಲಾ ಸಾಮಾಜಿಕ ಸಂಘ ಸಂಸ್ಥೆಗಳು ಇವಳ ಸಾಧನೆಯನ್ನು ಗುರುತಿಸಿ ಸನ್ಮಾನಿಸಿವೆ. ಯೋಗಾಭ್ಯಾಸದಲ್ಲಿ ಹೆಚ್ಚಿನ ಸಾಧನೆ ಮಾಡುವ ಆಸೆ ಹೊಂದಿರುವ ಈಕೆಗೆ ಸರ್ಕಾರ ಹಾಗೂ ದಾನಿಗಳು ನೆರವು ನೀಡಬೇಕಿದೆ. ನನ್ನ ಮಗಳು ಸೃಷ್ಟಿಗೆ ಯೋಗದಲ್ಲಿ ಅಪಾರ ಆಸಕ್ತಿ ಇದೆ. ಮುಂದಿನ ದಿನಗಳಲ್ಲಿ ಅಂತರಾಷ್ಟ್ರೀಯ ಮಟ್ಟದಲ್ಲಿ ಸಾಧನೆ ಮಾಡಲಿ ಎಂದು ತಂದೆ ಯೋಗಾಚಾರ್ಯ ಕೆ.ಎಸ್ ತಿಳಿಸಿದರು. [1275, 1643, 1505, 1812]
footer-mark-right: ---- [1426, 2355, 1465, 2382]
jail-col-3: ಎಲ್ಲರೂ ಸಮಾಜದಲ್ಲಿ ಉತ್ತಮ ವ್ಯಕ್ತಿಗಳಾಗಿ ಜೀವನ ನಡೆಸಬೇಕು ಎಂದರು. 11ನೇ ಅಂತರಾಷ್ಟ್ರೀಯ ಯೋಗ ದಿನ ಸಂದರ್ಭದಲ್ಲಿ ಜಿಲ್ಲಾ ಆಯುಷ್ ಇಲಾಖೆ ಹಾಗೂ ಭಾರತೀಯ ಯೋಗ ಶಿಕ್ಷಣ ಸಂಸ್ಥೆ ಜಂಟಿಯಾಗಿ ಯೋಗ ತರಬೇತಿ ಆಯೋಜಿಸಿತ್ತು. ಭಾರತೀಯ ಯೋಗ ಶಿಕ್ಷಣ ಸಂಸ್ಥೆಯ ಅಧ್ಯಕ್ಷ ಹಾಗೂ ಯೋಗ ಪ್ರಚಾರಕ ಎಲ್.ಎಸ್.ಬಸವರಾಜು ಜಿಲ್ಲಾ ಬಂಧೀಖಾನೆಯ 245ಕ್ಕೂ ಹೆಚ್ಚು ಬಂಧಿವಾಸಿಗಳಿಗೆ ಯೋಗಾಭ್ಯಾಸ ಮಾಡಿಸಿದರು. ಜಿಲ್ಲಾ ಬಂಧೀಖಾನೆ ಜೈಲರ್ ರಾಮಕೃಷ್ಣ, ಶಿಕ್ಷಕರಾದ ಶ್ರೀರಾಮರೆಡ್ಡಿ ಉಪಸ್ಥಿತರಿದ್ದರು. [891, 1068, 1115, 1256]
fruit-story-title: ವಿವಿಧ ಹಣ್ಣಿನ ಸಸಿ, ಕಸಿ ಗಿಡಗಳ ಮಾರಾಟ [46, 816, 311, 839]
jail-yoga-photo [660, 882, 1116, 1057]
